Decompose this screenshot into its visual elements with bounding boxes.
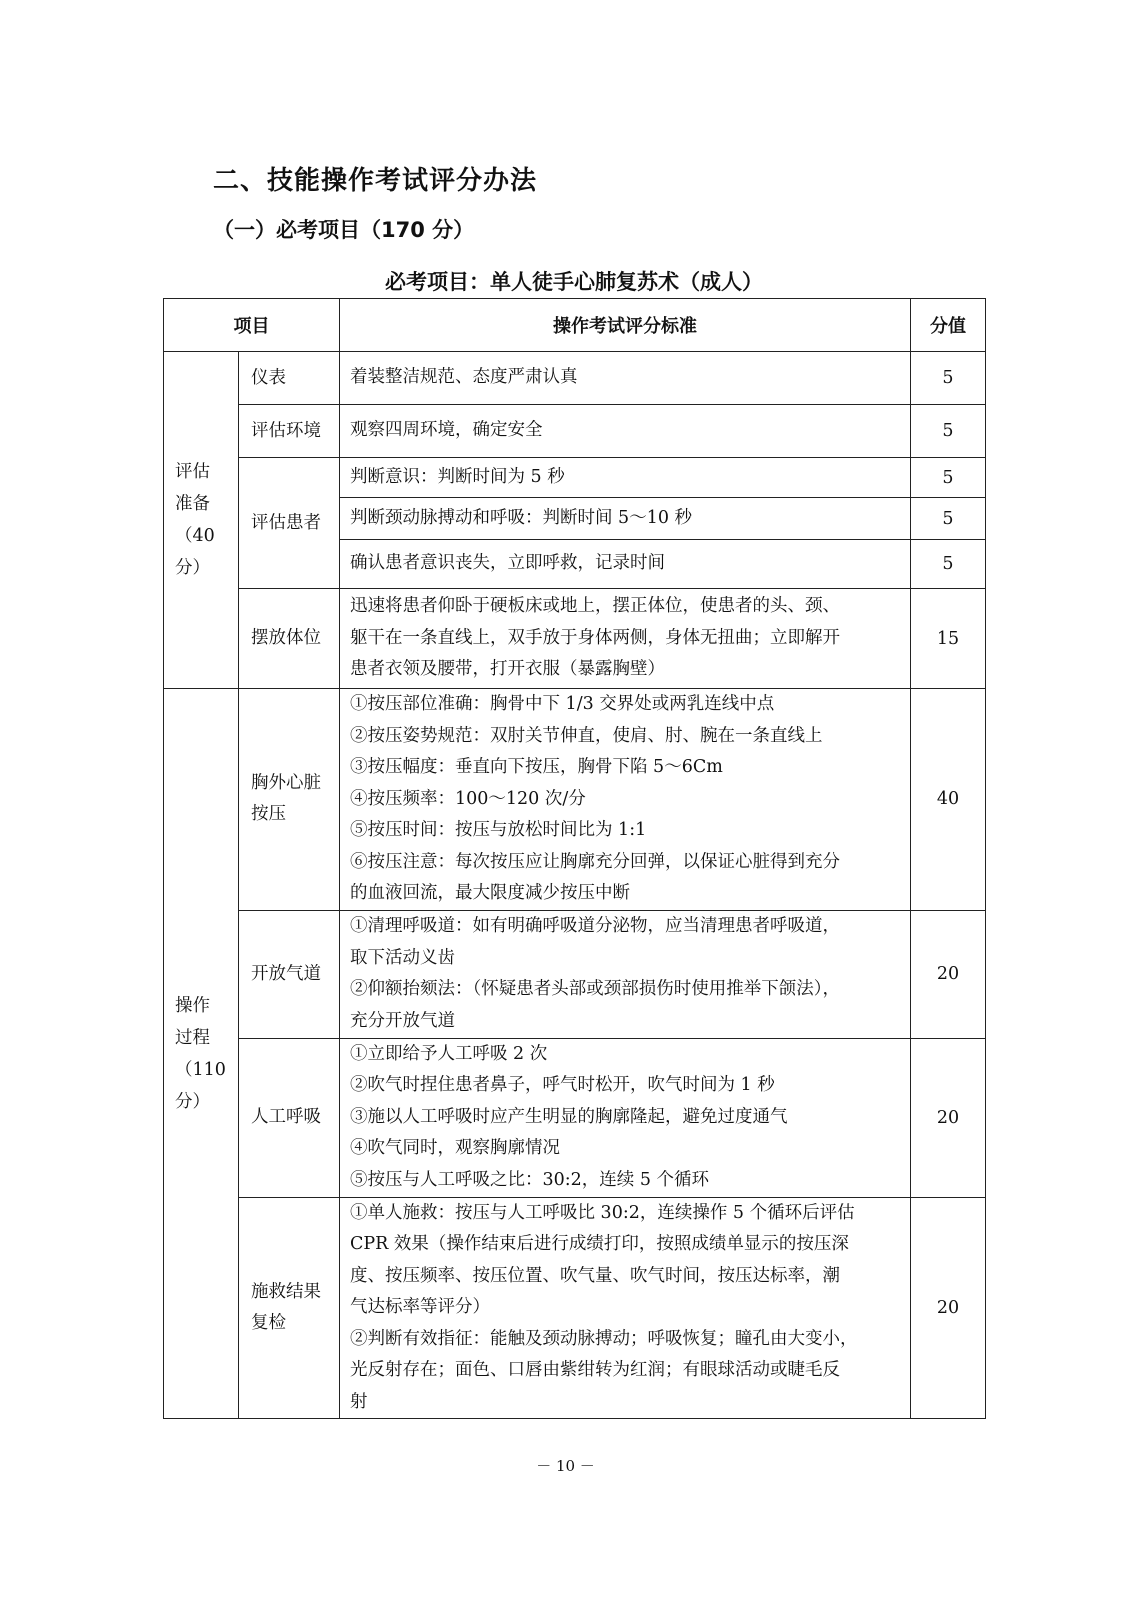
score-cell: 5	[911, 498, 986, 540]
table-row	[164, 689, 986, 911]
standard-cell: 判断意识：判断时间为 5 秒	[340, 458, 911, 498]
header-standard: 操作考试评分标准	[340, 299, 911, 352]
page-number: － 10 －	[536, 1457, 595, 1475]
item-cell: 仪表	[239, 352, 340, 405]
score-cell: 5	[911, 540, 986, 589]
table-row	[164, 589, 986, 689]
standard-cell: 迅速将患者仰卧于硬板床或地上，摆正体位，使患者的头、颈、 躯干在一条直线上，双手放于身体两侧，身体无扭曲；立即解开 患者衣领及腰带，打开衣服（暴露胸壁）	[340, 589, 911, 689]
table-row	[164, 405, 986, 458]
standard-cell: 判断颈动脉搏动和呼吸：判断时间 5～10 秒	[340, 498, 911, 540]
table-header-row	[164, 299, 986, 352]
scoring-table	[163, 298, 986, 1419]
item-cell: 评估环境	[239, 405, 340, 458]
score-cell: 5	[911, 458, 986, 498]
table-row	[164, 352, 986, 405]
header-item: 项目	[164, 299, 340, 352]
standard-cell: ①立即给予人工呼吸 2 次 ②吹气时捏住患者鼻子，呼气时松开，吹气时间为 1 秒 ③施以人工呼吸时应产生明显的胸廓隆起，避免过度通气 ④吹气同时，观察胸廓情况 ⑤按压与人工呼吸之比：30:2，连续 5 个循环	[340, 1038, 911, 1197]
category-cell: 评估 准备 （40 分）	[164, 352, 239, 689]
header-score: 分值	[911, 299, 986, 352]
standard-cell: 着装整洁规范、态度严肃认真	[340, 352, 911, 405]
category-cell: 操作 过程 （110 分）	[164, 689, 239, 1419]
score-cell: 20	[911, 910, 986, 1038]
item-cell: 胸外心脏 按压	[239, 689, 340, 911]
standard-cell: ①按压部位准确：胸骨中下 1/3 交界处或两乳连线中点 ②按压姿势规范：双肘关节伸直，使肩、肘、腕在一条直线上 ③按压幅度：垂直向下按压，胸骨下陷 5～6Cm ④按压频率：100～120 次/分 ⑤按压时间：按压与放松时间比为 1:1 ⑥按压注意：每次按压应让胸廓充分回弹，以保证心脏得到充分 的血液回流，最大限度减少按压中断	[340, 689, 911, 911]
score-cell: 40	[911, 689, 986, 911]
standard-cell: ①单人施救：按压与人工呼吸比 30:2，连续操作 5 个循环后评估 CPR 效果（操作结束后进行成绩打印，按照成绩单显示的按压深 度、按压频率、按压位置、吹气量、吹气时间，按压达标率，潮 气达标率等评分） ②判断有效指征：能触及颈动脉搏动；呼吸恢复；瞳孔由大变小， 光反射存在；面色、口唇由紫绀转为红润；有眼球活动或睫毛反 射	[340, 1197, 911, 1419]
score-cell: 5	[911, 352, 986, 405]
standard-cell: ①清理呼吸道：如有明确呼吸道分泌物，应当清理患者呼吸道， 取下活动义齿 ②仰额抬颏法：（怀疑患者头部或颈部损伤时使用推举下颌法）， 充分开放气道	[340, 910, 911, 1038]
score-cell: 5	[911, 405, 986, 458]
standard-cell: 观察四周环境，确定安全	[340, 405, 911, 458]
item-cell: 评估患者	[239, 458, 340, 589]
table-title: 必考项目：单人徒手心肺复苏术（成人）	[385, 270, 763, 294]
section-heading: 二、技能操作考试评分办法	[213, 166, 538, 196]
score-cell: 20	[911, 1038, 986, 1197]
item-cell: 摆放体位	[239, 589, 340, 689]
table-row	[164, 910, 986, 1038]
item-cell: 开放气道	[239, 910, 340, 1038]
table-row	[164, 458, 986, 498]
score-cell: 20	[911, 1197, 986, 1419]
item-cell: 施救结果 复检	[239, 1197, 340, 1419]
score-cell: 15	[911, 589, 986, 689]
item-cell: 人工呼吸	[239, 1038, 340, 1197]
table-row	[164, 1197, 986, 1419]
standard-cell: 确认患者意识丧失，立即呼救，记录时间	[340, 540, 911, 589]
sub-heading: （一）必考项目（170 分）	[213, 218, 475, 242]
table-row	[164, 1038, 986, 1197]
